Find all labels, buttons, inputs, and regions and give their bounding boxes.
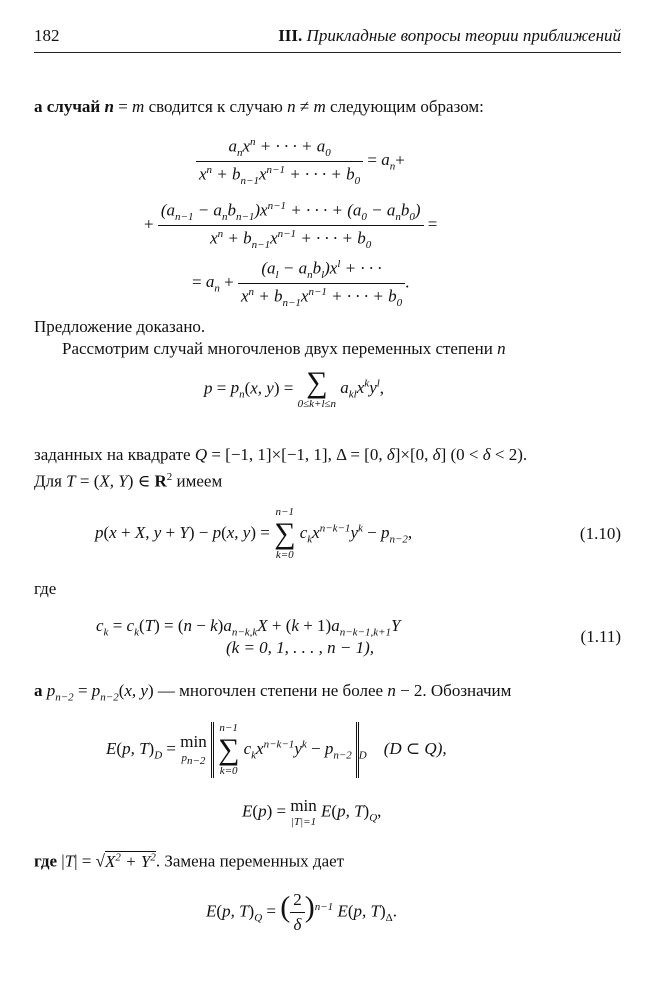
equation-final: E(p, $T)_Q$ = ( $\frac{2}{\delta}$ )$^{n-1}$ E(p, $T)_\Delta$. — [206, 890, 397, 934]
text-denote: . Обозначим — [422, 681, 512, 700]
header-rule — [34, 52, 621, 53]
equation-D-subset-Q: (D ⊂ Q), — [383, 738, 447, 758]
text-where-2: где — [34, 851, 58, 871]
section-heading — [278, 26, 621, 46]
text-line-norm-T: где $|T| = √X^2 + Y^2$. Замена переменных дает — [34, 851, 345, 871]
text-where-1: где — [34, 579, 57, 598]
text-as-follows: следующим образом: — [330, 97, 484, 116]
page-number: 182 — [34, 26, 60, 45]
equation-1-10: p(x + X, y + Y) − p(x, y) = n−1 ∑ k=0 $c_kx^{n-k-1}y^k - p_{n-2}$, — [95, 506, 413, 561]
text-given-on: заданных на квадрате — [34, 445, 191, 464]
text-line-pn2: а $p_{n-2} = p_{n-2}(x$, y) — многочлен степени не более n − 2. Обозначим — [34, 681, 512, 704]
section-title: Прикладные вопросы теории приближений — [306, 26, 621, 45]
text-for: Для — [34, 471, 62, 491]
equation-1-11: $c_k = c_k(T) = (n - k)a_{n-k,k}X + (k + 1)a_{n-k-1,k+1}Y$ — [96, 616, 401, 639]
equation-E-D: E(p, $T)_D$ = min $p_{n-2}$ n−1 ∑ k=0 $c_kx^{n-k-1}y^k - p_{n-2}$ $_D$ (D ⊂ Q), — [106, 722, 447, 777]
equation-k-range: (k = 0, 1, . . . , n − 1), — [226, 638, 375, 657]
text-reduces: сводится к случаю — [148, 97, 283, 116]
running-header — [34, 26, 621, 48]
equation-a: $\frac{a_nx^n + \cdot \cdot \cdot + a_0}{x^n + b_{n-1}x^{n-1} + \cdot \cdot \cdot + b_0}$ = $a_n+$ — [196, 136, 405, 187]
text-line-case: а случай n = m сводится к случаю n ≠ m следующим образом: — [34, 97, 484, 116]
text-line-for-T: Для T = (X, Y) ∈ $R^2$ имеем — [34, 471, 223, 491]
text-proposition-proved: Предложение доказано. — [34, 317, 206, 336]
equation-number-1-10: (1.10) — [579, 524, 621, 543]
text-we-have: имеем — [176, 471, 223, 491]
equation-polynomial: $p = p_n(x$, y) = ∑ 0≤k+l≤n $a_{kl}x^ky^l$, — [204, 366, 385, 410]
section-roman: III. — [278, 26, 303, 45]
text-case: а случай — [34, 97, 101, 116]
text-change-vars: . Замена переменных дает — [155, 851, 345, 871]
equation-c: = $a_n$ + $\frac{(a_l - a_nb_l)x^l + \cdot \cdot \cdot}{x^n + b_{n-1}x^{n-1} + \cdot \cdot \cdot + b_0}$ . — [192, 258, 410, 310]
equation-b: + $\frac{(a_{n-1} - a_nb_{n-1})x^{n-1} + \cdot \cdot \cdot + (a_0 - a_nb_0)}{x^n + b_{n-1}x^{n-1} + \cdot \cdot \cdot + b_0}$ = — [144, 200, 438, 252]
equation-number-1-11: (1.11) — [580, 627, 621, 646]
equation-E-p: E(p) = min |T|=1 E(p, $T)_Q$, — [242, 796, 382, 828]
text-a: а — [34, 681, 43, 700]
text-line-consider: Рассмотрим случай многочленов двух переменных степени n — [62, 339, 506, 358]
text-line-square: заданных на квадрате Q = [−1, 1]×[−1, 1], Δ = [0, δ]×[0, δ] (0 < δ < 2). — [34, 445, 528, 464]
text-consider: Рассмотрим случай многочленов двух переменных степени — [62, 339, 493, 358]
text-poly-desc: — многочлен степени не более — [157, 681, 384, 700]
